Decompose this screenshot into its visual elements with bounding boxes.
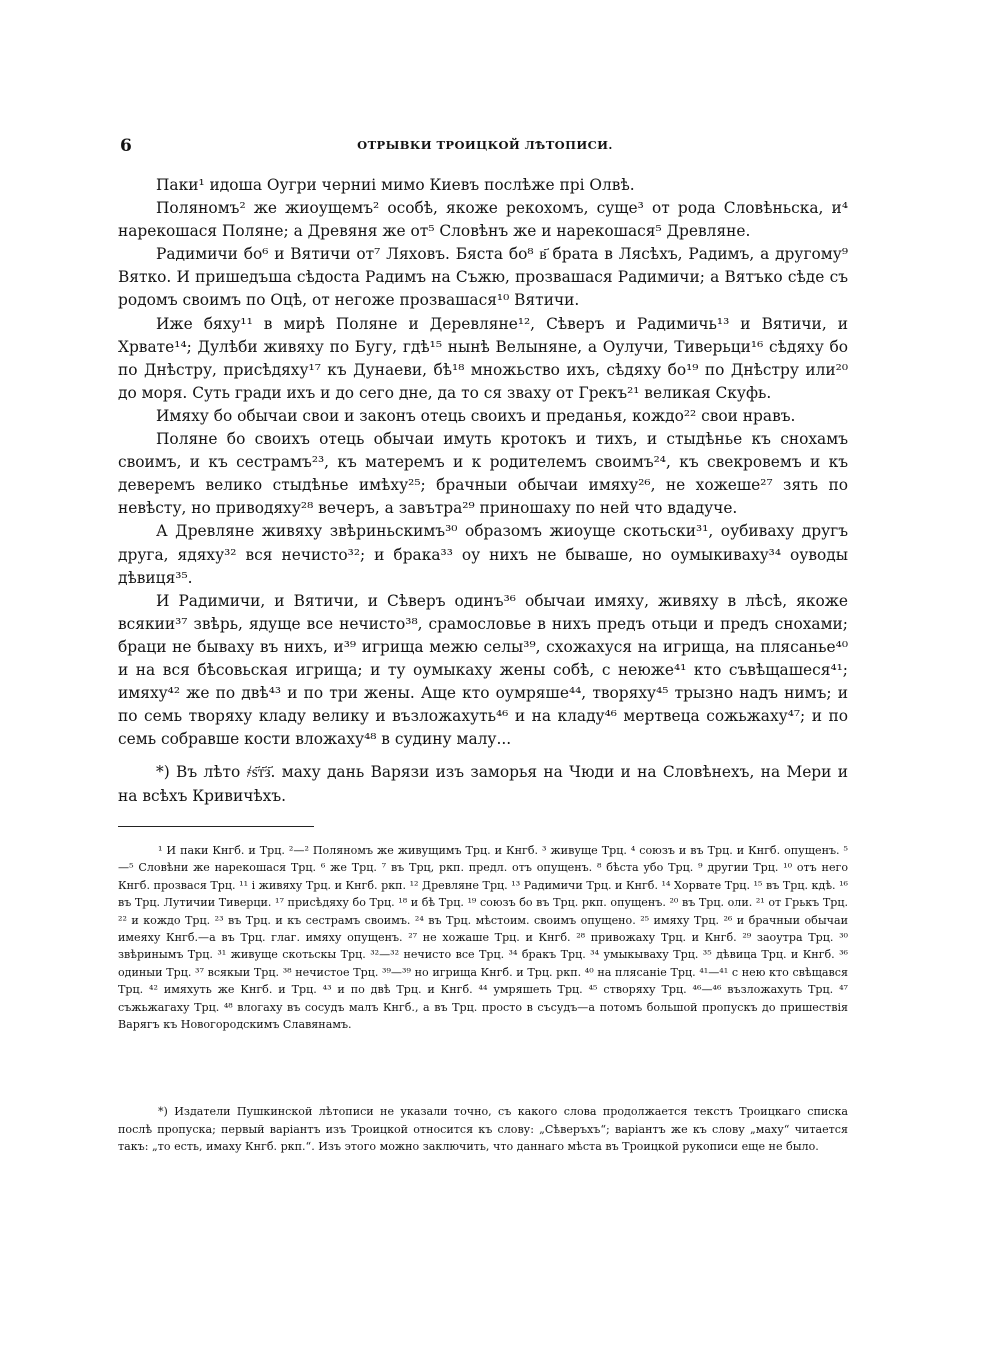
asterisk-note-text: *) Въ лѣто ҂ѕ҃т҃з҃. маху дань Варязи изъ заморья на Чюди и на Словѣнехъ, на Мери и на всѣхъ Кривичѣхъ. [118, 763, 848, 805]
footnotes-text: ¹ И паки Кнгб. и Трц. ²—² Поляномъ же живущимъ Трц. и Кнгб. ³ живуще Трц. ⁴ союзъ и въ Трц. и Кнгб. опущенъ. ⁵—⁵ Словѣни же нарекошася Трц. ⁶ же Трц. ⁷ въ Трц, ркп. предл. отъ опущенъ. ⁸ бѣста убо Трц. ⁹ другии Трц. ¹⁰ отъ него Кнгб. прозвася Трц. ¹¹ і живяху Трц. и Кнгб. ркп. ¹² Древляне Трц. ¹³ Радимичи Трц. и Кнгб. ¹⁴ Хорвате Трц. ¹⁵ въ Трц. кдѣ. ¹⁶ въ Трц. Лутичии Тиверци. ¹⁷ присѣдяху бо Трц. ¹⁸ и бѣ Трц. ¹⁹ союзъ бо въ Трц. ркп. опущенъ. ²⁰ въ Трц. оли. ²¹ от Грькъ Трц. ²² и кождо Трц. ²³ въ Трц. и къ сестрамъ своимъ. ²⁴ въ Трц. мѣстоим. своимъ опущено. ²⁵ имяху Трц. ²⁶ и брачныи обычаи имеяху Кнгб.—а въ Трц. глаг. имяху опущенъ. ²⁷ не хожаше Трц. и Кнгб. ²⁸ привожаху Трц. и Кнгб. ²⁹ заоутра Трц. ³⁰ звѣринымъ Трц. ³¹ живуще скотьскы Трц. ³²—³² нечисто все Трц. ³⁴ бракъ Трц. ³⁴ умыкываху Трц. ³⁵ дѣвица Трц. и Кнгб. ³⁶ одиныи Трц. ³⁷ всякыи Трц. ³⁸ нечистое Трц. ³⁹—³⁹ но игрища Кнгб. и Трц. ркп. ⁴⁰ на плясаніе Трц. ⁴¹—⁴¹ с нею кто свѣщався Трц. ⁴² имяхуть же Кнгб. и Трц. ⁴³ и по двѣ Трц. и Кнгб. ⁴⁴ умряшеть Трц. ⁴⁵ створяху Трц. ⁴⁶—⁴⁶ възложахуть Трц. ⁴⁷ съжьжагаху Трц. ⁴⁸ влогаху въ сосудъ малъ Кнгб., а въ Трц. просто в съсудъ—а потомъ большой пропускъ до пришествія Варягъ къ Новогородскимъ Славянамъ. [118, 844, 848, 1032]
paragraph: Паки¹ идоша Оугри черниі мимо Киевъ послѣже прі Олвѣ. [156, 176, 635, 194]
paragraph: Имяху бо обычаи свои и законъ отець своихъ и преданья, кождо²² свои нравъ. [156, 406, 796, 425]
footnote-divider [118, 826, 314, 827]
paragraph: Поляномъ² же жиоущемъ² особѣ, якоже рекохомъ, суще³ от рода Словѣньска, и⁴ нарекошася Поляне; а Древяня же от⁵ Словѣнъ же и нарекошася⁵ Древляне. [118, 199, 848, 241]
page-number: 6 [120, 136, 132, 156]
paragraph: Поляне бо своихъ отець обычаи имуть кротокъ и тихъ, и стыдѣнье къ снохамъ своимъ, и къ сестрамъ²³, къ матеремъ и к родителемъ своимъ²⁴, къ свекровемъ и къ деверемъ велико стыдѣнье имѣху²⁵; брачныи обычаи имяху²⁶, не хожеше²⁷ зять по невѣсту, но приводяху²⁸ вечеръ, а завътра²⁹ приношаху по ней что вдадуче. [118, 430, 848, 518]
editor-note-text: *) Издатели Пушкинской лѣтописи не указали точно, съ какого слова продолжается текстъ Троицкаго списка послѣ пропуска; первый варіантъ изъ Троицкой относится къ слову: „Сѣверъхъ“; варіантъ же къ слову „маху“ читается такъ: „то есть, имаху Кнгб. ркп.“. Изъ этого можно заключить, что даннаго мѣста въ Троицкой рукописи еще не было. [118, 1105, 848, 1154]
running-title: ОТРЫВКИ ТРОИЦКОЙ ЛѢТОПИСИ. [357, 138, 613, 152]
paragraph: Иже бяху¹¹ в мирѣ Поляне и Деревляне¹², Сѣверъ и Радимичь¹³ и Вятичи, и Хрвате¹⁴; Дулѣби живяху по Бугу, гдѣ¹⁵ нынѣ Велыняне, а Оулучи, Тиверьци¹⁶ сѣдяху бо по Днѣстру, присѣдяху¹⁷ къ Дунаеви, бѣ¹⁸ множьство ихъ, сѣдяху бо¹⁹ по Днѣстру или²⁰ до моря. Суть гради ихъ и до сего дне, да то ся зваху от Грекъ²¹ великая Скуфь. [118, 314, 848, 402]
paragraph: И Радимичи, и Вятичи, и Сѣверъ одинъ³⁶ обычаи имяху, живяху в лѣсѣ, якоже всякии³⁷ звѣрь, ядуще все нечисто³⁸, срамословье в нихъ предъ отьци и предъ снохами; браци не бываху въ нихъ, и³⁹ игрища межю селы³⁹, схожахуся на игрища, на плясанье⁴⁰ и на вся бѣсовьская игрища; и ту оумыкаху жены собѣ, с неюже⁴¹ кто съвѣщашеся⁴¹; имяху⁴² же по двѣ⁴³ и по три жены. Аще кто оумряше⁴⁴, творяху⁴⁵ трызно надъ нимъ; и по семь творяху кладу велику и възложахуть⁴⁶ и на кладу⁴⁶ мертвеца сожьжаху⁴⁷; и по семь собравше кости вложаху⁴⁸ в судину малу... [118, 591, 848, 749]
paragraph: Радимичи бо⁶ и Вятичи от⁷ Ляховъ. Бяста бо⁸ в҃ брата в Лясѣхъ, Радимъ, а другому⁹ Вятко. И пришедъша сѣдоста Радимъ на Съжю, прозвашася Радимичи; а Вятъко сѣде съ родомъ своимъ по Оцѣ, от негоже прозвашася¹⁰ Вятичи. [118, 245, 848, 310]
main-text [118, 174, 848, 751]
editor-note [118, 1103, 848, 1156]
asterisk-note [118, 761, 848, 808]
footnotes [118, 842, 848, 1033]
page-header [120, 136, 850, 158]
paragraph: А Древляне живяху звѣриньскимъ³⁰ образомъ жиоуще скотьски³¹, оубиваху другъ друга, ядяху³² вся нечисто³²; и брака³³ оу нихъ не бываше, но оумыкиваху³⁴ оуводы дѣвиця³⁵. [118, 522, 848, 587]
